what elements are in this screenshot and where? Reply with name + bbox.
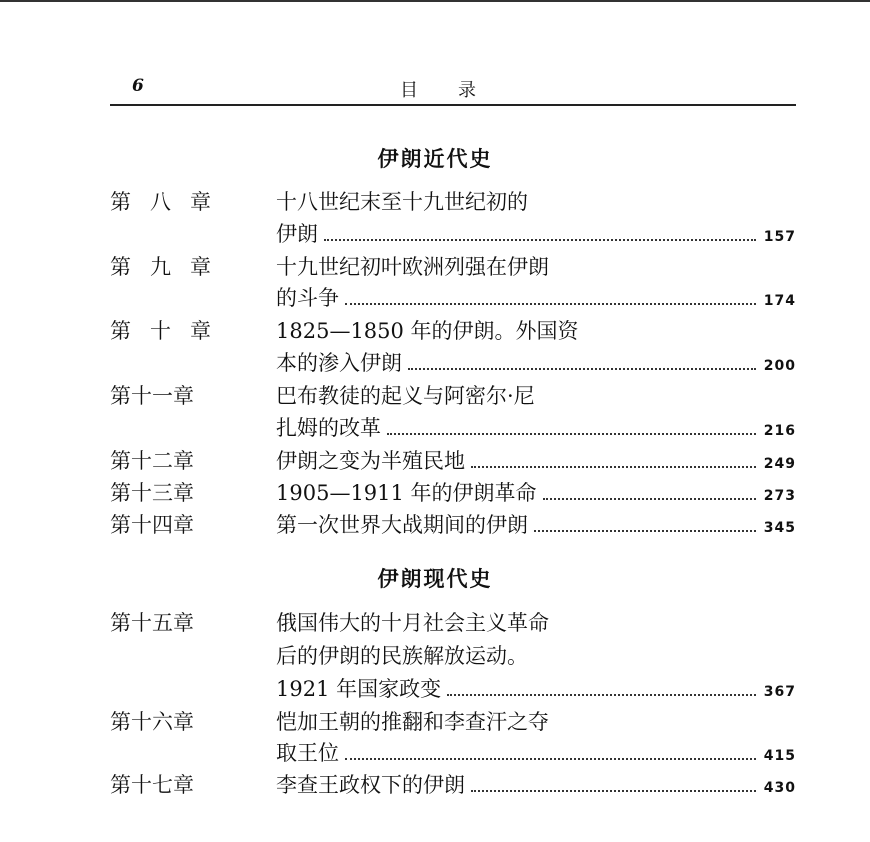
dot-leader [387, 417, 756, 435]
chapter-label: 第九章 [110, 255, 230, 279]
toc-entry-chapter-10[interactable] [276, 347, 796, 377]
dot-leader [345, 287, 756, 305]
toc-line [276, 607, 796, 637]
page-number: 6 [132, 76, 144, 96]
chapter-title-text: 十九世纪初叶欧洲列强在伊朗 [276, 255, 549, 279]
chapter-label: 第十七章 [110, 773, 194, 797]
dot-leader [543, 482, 756, 500]
dot-leader [534, 514, 756, 532]
toc-entry-chapter-14[interactable] [276, 509, 796, 539]
page-ref: 200 [763, 358, 796, 374]
toc-line [276, 315, 796, 345]
chapter-title-text: 俄国伟大的十月社会主义革命 [276, 611, 549, 635]
chapter-title-text: 1825—1850 年的伊朗。外国资 [276, 319, 579, 343]
page-ref: 273 [763, 488, 796, 504]
dot-leader [345, 742, 756, 760]
page-ref: 249 [763, 456, 796, 472]
toc-line [276, 186, 796, 216]
chapter-title-text: 伊朗 [276, 222, 318, 246]
page-ref: 415 [763, 748, 796, 764]
page-ref: 174 [763, 293, 796, 309]
toc-entry-chapter-9[interactable] [276, 282, 796, 312]
page-ref: 157 [763, 229, 796, 245]
toc-line [276, 706, 796, 736]
chapter-title-text: 本的渗入伊朗 [276, 351, 402, 375]
chapter-title-text: 1905—1911 年的伊朗革命 [276, 481, 537, 505]
chapter-title-text: 伊朗之变为半殖民地 [276, 449, 465, 473]
toc-entry-chapter-12[interactable] [276, 445, 796, 475]
chapter-title-text: 1921 年国家政变 [276, 677, 442, 701]
chapter-title-text: 第一次世界大战期间的伊朗 [276, 513, 528, 537]
chapter-label: 第十二章 [110, 449, 194, 473]
chapter-label: 第十五章 [110, 611, 194, 635]
page-ref: 216 [763, 423, 796, 439]
toc-line [276, 251, 796, 281]
chapter-title-text: 的斗争 [276, 286, 339, 310]
dot-leader [471, 450, 756, 468]
chapter-title-text: 后的伊朗的民族解放运动。 [276, 644, 528, 668]
toc-line [276, 380, 796, 410]
chapter-label: 第十三章 [110, 481, 194, 505]
chapter-title-text: 十八世纪末至十九世纪初的 [276, 190, 528, 214]
chapter-label: 第十六章 [110, 710, 194, 734]
chapter-label: 第十章 [110, 319, 230, 343]
page-ref: 345 [763, 520, 796, 536]
dot-leader [447, 678, 756, 696]
header-rule [110, 104, 796, 106]
toc-entry-chapter-17[interactable] [276, 769, 796, 799]
chapter-title-text: 李查王政权下的伊朗 [276, 773, 465, 797]
chapter-label: 第十四章 [110, 513, 194, 537]
dot-leader [324, 223, 756, 241]
page-ref: 430 [763, 780, 796, 796]
dot-leader [471, 774, 756, 792]
chapter-title-text: 巴布教徒的起义与阿密尔·尼 [276, 384, 535, 408]
toc-entry-chapter-13[interactable] [276, 477, 796, 507]
dot-leader [408, 352, 756, 370]
page-ref: 367 [763, 684, 796, 700]
section-title-contemporary-history: 伊朗现代史 [377, 566, 493, 591]
toc-entry-chapter-15[interactable] [276, 673, 796, 703]
chapter-label: 第八章 [110, 190, 230, 214]
chapter-title-text: 扎姆的改革 [276, 416, 381, 440]
running-title: 目录 [400, 80, 516, 101]
chapter-label: 第十一章 [110, 384, 194, 408]
toc-entry-chapter-8[interactable] [276, 218, 796, 248]
page-header [110, 74, 794, 100]
scan-top-edge [0, 0, 870, 2]
section-title-modern-history-early: 伊朗近代史 [377, 146, 493, 171]
toc-line [276, 640, 796, 670]
toc-entry-chapter-11[interactable] [276, 412, 796, 442]
chapter-title-text: 取王位 [276, 741, 339, 765]
toc-entry-chapter-16[interactable] [276, 737, 796, 767]
chapter-title-text: 恺加王朝的推翻和李查汗之夺 [276, 710, 549, 734]
